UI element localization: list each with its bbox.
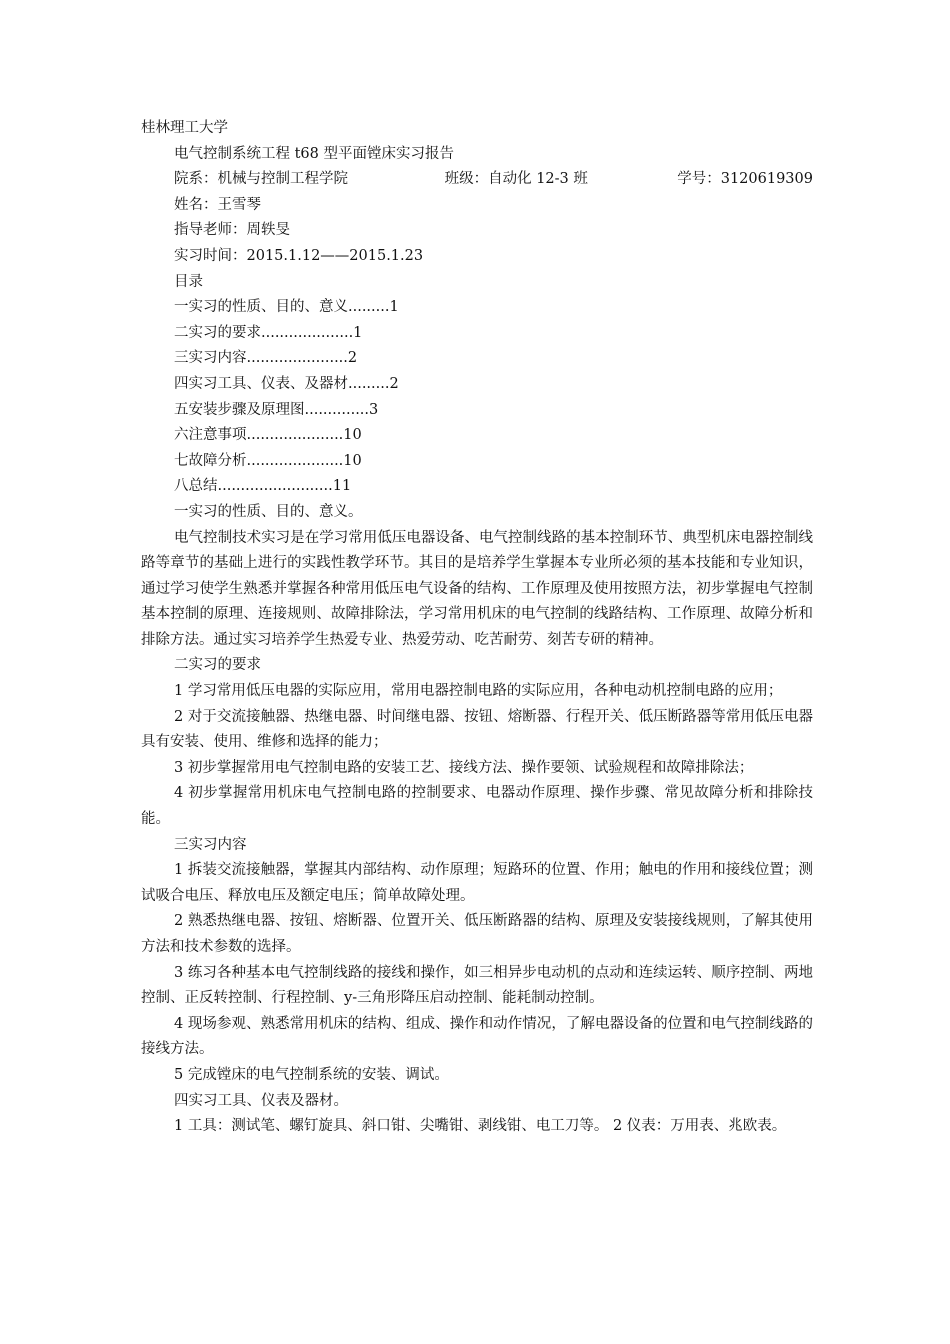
table-of-contents <box>141 295 813 500</box>
section-heading: 四实习工具、仪表及器材。 <box>174 1092 348 1109</box>
list-item: 4 初步掌握常用机床电气控制电路的控制要求、电器动作原理、操作步骤、常见故障分析和排除技能。 <box>141 785 813 828</box>
toc-item: 六注意事项.....................10 <box>174 427 362 444</box>
toc-item: 一实习的性质、目的、意义.........1 <box>174 299 399 316</box>
list-item: 1 工具：测试笔、螺钉旋具、斜口钳、尖嘴钳、剥线钳、电工刀等。 2 仪表：万用表、兆欧表。 <box>174 1118 787 1135</box>
list-item: 5 完成镗床的电气控制系统的安装、调试。 <box>174 1066 449 1083</box>
report-title: 电气控制系统工程 t68 型平面镗床实习报告 <box>174 145 454 162</box>
toc-item: 三实习内容......................2 <box>174 350 358 367</box>
section-heading: 三实习内容 <box>174 836 247 853</box>
list-item: 1 拆装交流接触器，掌握其内部结构、动作原理；短路环的位置、作用；触电的作用和接线位置；测试吸合电压、释放电压及额定电压；简单故障处理。 <box>141 862 813 904</box>
student-name: 姓名：王雪琴 <box>174 196 261 213</box>
university-name: 桂林理工大学 <box>141 120 228 136</box>
toc-item: 二实习的要求....................1 <box>174 324 363 341</box>
student-info-row <box>141 167 813 193</box>
toc-item: 八总结.........................11 <box>174 478 352 495</box>
section-paragraph: 电气控制技术实习是在学习常用低压电器设备、电气控制线路的基本控制环节、典型机床电器控制线路等章节的基础上进行的实践性教学环节。其目的是培养学生掌握本专业所必须的基本技能和专业知识，通过学习使学生熟悉并掌握各种常用低压电气设备的结构、工作原理及使用按照方法，初步掌握电气控制基本控制的原理、连接规则、故障排除法，学习常用机床的电气控制的线路结构、工作原理、故障分析和排除方法。通过实习培养学生热爱专业、热爱劳动、吃苦耐劳、刻苦专研的精神。 <box>141 529 813 648</box>
section-heading: 一实习的性质、目的、意义。 <box>174 503 363 520</box>
internship-period: 实习时间：2015.1.12——2015.1.23 <box>174 247 424 264</box>
student-id: 学号：3120619309 <box>677 171 813 188</box>
document-body <box>141 116 813 1140</box>
class: 班级：自动化 12-3 班 <box>444 171 588 188</box>
list-item: 2 熟悉热继电器、按钮、熔断器、位置开关、低压断路器的结构、原理及安装接线规则，了解其使用方法和技术参数的选择。 <box>141 913 813 955</box>
toc-item: 四实习工具、仪表、及器材.........2 <box>174 375 399 392</box>
advisor: 指导老师：周轶旻 <box>174 222 290 239</box>
section-heading: 二实习的要求 <box>174 657 261 674</box>
toc-title: 目录 <box>174 273 203 290</box>
toc-item: 七故障分析.....................10 <box>174 452 362 469</box>
list-item: 1 学习常用低压电器的实际应用，常用电器控制电路的实际应用，各种电动机控制电路的应用； <box>174 683 783 700</box>
list-item: 3 初步掌握常用电气控制电路的安装工艺、接线方法、操作要领、试验规程和故障排除法； <box>174 759 754 776</box>
toc-item: 五安装步骤及原理图..............3 <box>174 401 379 418</box>
list-item: 3 练习各种基本电气控制线路的接线和操作，如三相异步电动机的点动和连续运转、顺序控制、两地控制、正反转控制、行程控制、y-三角形降压启动控制、能耗制动控制。 <box>141 964 813 1007</box>
department: 院系：机械与控制工程学院 <box>174 171 348 188</box>
list-item: 2 对于交流接触器、热继电器、时间继电器、按钮、熔断器、行程开关、低压断路器等常用低压电器具有安装、使用、维修和选择的能力； <box>141 708 813 751</box>
list-item: 4 现场参观、熟悉常用机床的结构、组成、操作和动作情况，了解电器设备的位置和电气控制线路的接线方法。 <box>141 1015 813 1058</box>
